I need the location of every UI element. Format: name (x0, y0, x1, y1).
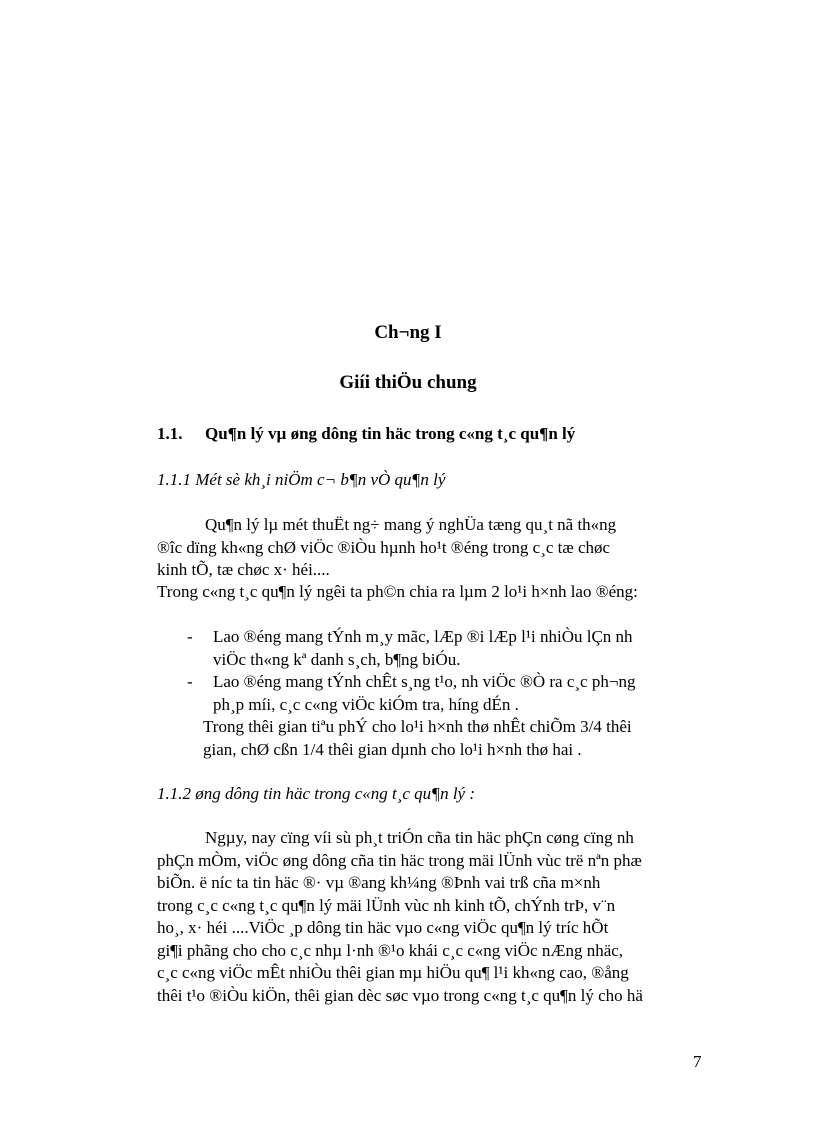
chapter-subtitle: Giíi thiÖu chung (339, 372, 477, 393)
subsection-heading-1-1-1: 1.1.1 Mét sè kh¸i niÖm c¬ b¶n vÒ qu¶n lý (157, 470, 446, 489)
bullet-line: Lao ®éng mang tÝnh chÊt s¸ng t¹o, nh viÖc ®Ò ra c¸c ph¬ng (213, 672, 636, 691)
paragraph-line: Ngµy, nay cïng víi sù ph¸t triÓn cña tin häc phÇn cøng cïng nh (205, 828, 634, 847)
subsection-heading-1-1-2: 1.1.2 øng dông tin häc trong c«ng t¸c qu¶n lý : (157, 784, 475, 803)
page-number: 7 (693, 1052, 702, 1071)
paragraph-line: kinh tÕ, tæ chøc x· héi.... (157, 560, 330, 579)
paragraph-line: thêi t¹o ®iÒu kiÖn, thêi gian dèc søc vµo trong c«ng t¸c qu¶n lý cho hä (157, 986, 643, 1005)
paragraph-line: ®îc dïng kh«ng chØ viÖc ®iÒu hµnh ho¹t ®éng trong c¸c tæ chøc (157, 538, 611, 557)
bullet-line: ph¸p míi, c¸c c«ng viÖc kiÓm tra, híng dÉn . (213, 695, 519, 714)
bullet-line: viÖc th«ng kª danh s¸ch, b¶ng biÓu. (213, 650, 461, 669)
bullet-line: Lao ®éng mang tÝnh m¸y mãc, lÆp ®i lÆp l¹i nhiÒu lÇn nh (213, 627, 633, 646)
paragraph-line: gian, chØ cßn 1/4 thêi gian dµnh cho lo¹i h×nh thø hai . (203, 740, 582, 759)
paragraph-line: Trong thêi gian tiªu phÝ cho lo¹i h×nh thø nhÊt chiÕm 3/4 thêi (203, 717, 632, 736)
paragraph-line: trong c¸c c«ng t¸c qu¶n lý mäi lÜnh vùc nh kinh tÕ, chÝnh trÞ, v¨n (157, 896, 616, 915)
chapter-title: Ch¬ng I (374, 322, 442, 343)
paragraph-line: c¸c c«ng viÖc mÊt nhiÒu thêi gian mµ hiÖu qu¶ l¹i kh«ng cao, ®ång (157, 963, 629, 982)
paragraph-line: Qu¶n lý lµ mét thuËt ng÷ mang ý nghÜa tæng qu¸t nã th«ng (205, 515, 617, 534)
paragraph-line: biÕn. ë níc ta tin häc ®· vµ ®ang kh¼ng ®Þnh vai trß cña m×nh (157, 873, 601, 892)
bullet-dash: - (187, 627, 193, 646)
section-title: Qu¶n lý vµ øng dông tin häc trong c«ng t¸c qu¶n lý (205, 424, 576, 443)
paragraph-line: ho¸, x· héi ....ViÖc ¸p dông tin häc vµo c«ng viÖc qu¶n lý tríc hÕt (157, 918, 609, 937)
paragraph-line: phÇn mÒm, viÖc øng dông cña tin häc trong mäi lÜnh vùc trë nªn phæ (157, 851, 642, 870)
section-heading-1-1 (157, 424, 575, 444)
paragraph-line: gi¶i phãng cho cho c¸c nhµ l·nh ®¹o khái c¸c c«ng viÖc nÆng nhäc, (157, 941, 624, 960)
paragraph-line: Trong c«ng t¸c qu¶n lý ngêi ta ph©n chia ra lµm 2 lo¹i h×nh lao ®éng: (157, 582, 638, 601)
section-number: 1.1. (157, 424, 183, 443)
bullet-dash: - (187, 672, 193, 691)
